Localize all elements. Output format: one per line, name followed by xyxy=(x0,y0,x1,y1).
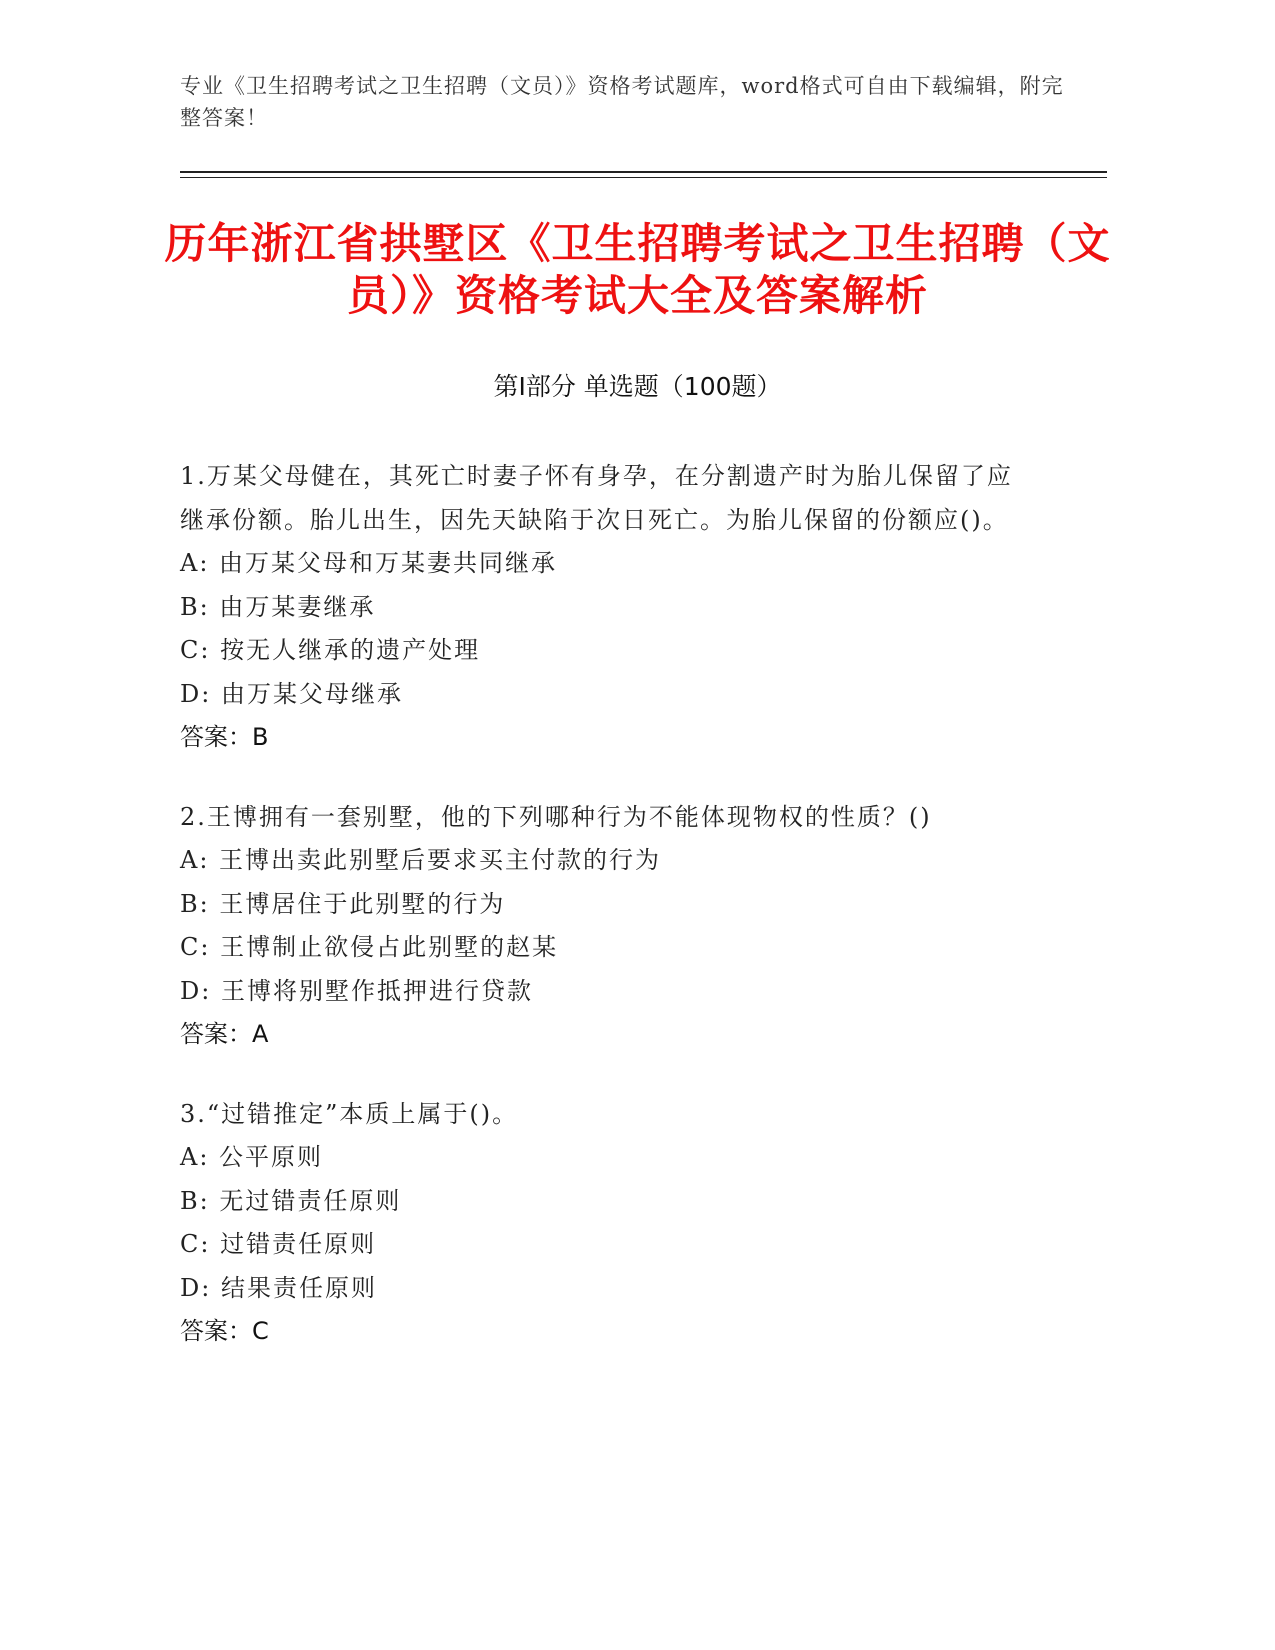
section-title: 第Ⅰ部分 单选题（100题） xyxy=(493,372,782,401)
option-d: D: 结果责任原则 xyxy=(180,1273,377,1302)
question-list xyxy=(180,455,1030,1390)
option-b: B: 王博居住于此别墅的行为 xyxy=(180,889,506,918)
option-c: C: 王博制止欲侵占此别墅的赵某 xyxy=(180,933,559,961)
option-c: C: 过错责任原则 xyxy=(180,1230,377,1258)
question-stem: 1.万某父母健在，其死亡时妻子怀有身孕，在分割遗产时为胎儿保留了应继承份额。胎儿出生，因先天缺陷于次日死亡。为胎儿保留的份额应()。 xyxy=(180,462,1013,534)
option-a: A: 由万某父母和万某妻共同继承 xyxy=(180,549,558,577)
question-1 xyxy=(180,455,1030,760)
option-b: B: 无过错责任原则 xyxy=(180,1186,402,1215)
question-stem: 3.“过错推定”本质上属于()。 xyxy=(180,1099,519,1128)
header-divider-thick xyxy=(180,171,1107,173)
option-a: A: 王博出卖此别墅后要求买主付款的行为 xyxy=(180,846,662,874)
answer: 答案：C xyxy=(180,1317,269,1345)
header-note: 专业《卫生招聘考试之卫生招聘（文员）》资格考试题库，word格式可自由下载编辑，附完整答案！ xyxy=(180,74,1064,130)
option-b: B: 由万某妻继承 xyxy=(180,592,376,621)
option-d: D: 王博将别墅作抵押进行贷款 xyxy=(180,976,533,1005)
header-divider-thin xyxy=(180,177,1107,178)
question-stem: 2.王博拥有一套别墅，他的下列哪种行为不能体现物权的性质？() xyxy=(180,802,932,831)
document-title: 历年浙江省拱墅区《卫生招聘考试之卫生招聘（文员）》资格考试大全及答案解析 xyxy=(164,219,1111,320)
option-a: A: 公平原则 xyxy=(180,1143,324,1171)
answer: 答案：B xyxy=(180,723,269,751)
question-3 xyxy=(180,1093,1030,1354)
question-2 xyxy=(180,796,1030,1057)
answer: 答案：A xyxy=(180,1020,269,1048)
option-d: D: 由万某父母继承 xyxy=(180,679,403,708)
option-c: C: 按无人继承的遗产处理 xyxy=(180,636,481,664)
